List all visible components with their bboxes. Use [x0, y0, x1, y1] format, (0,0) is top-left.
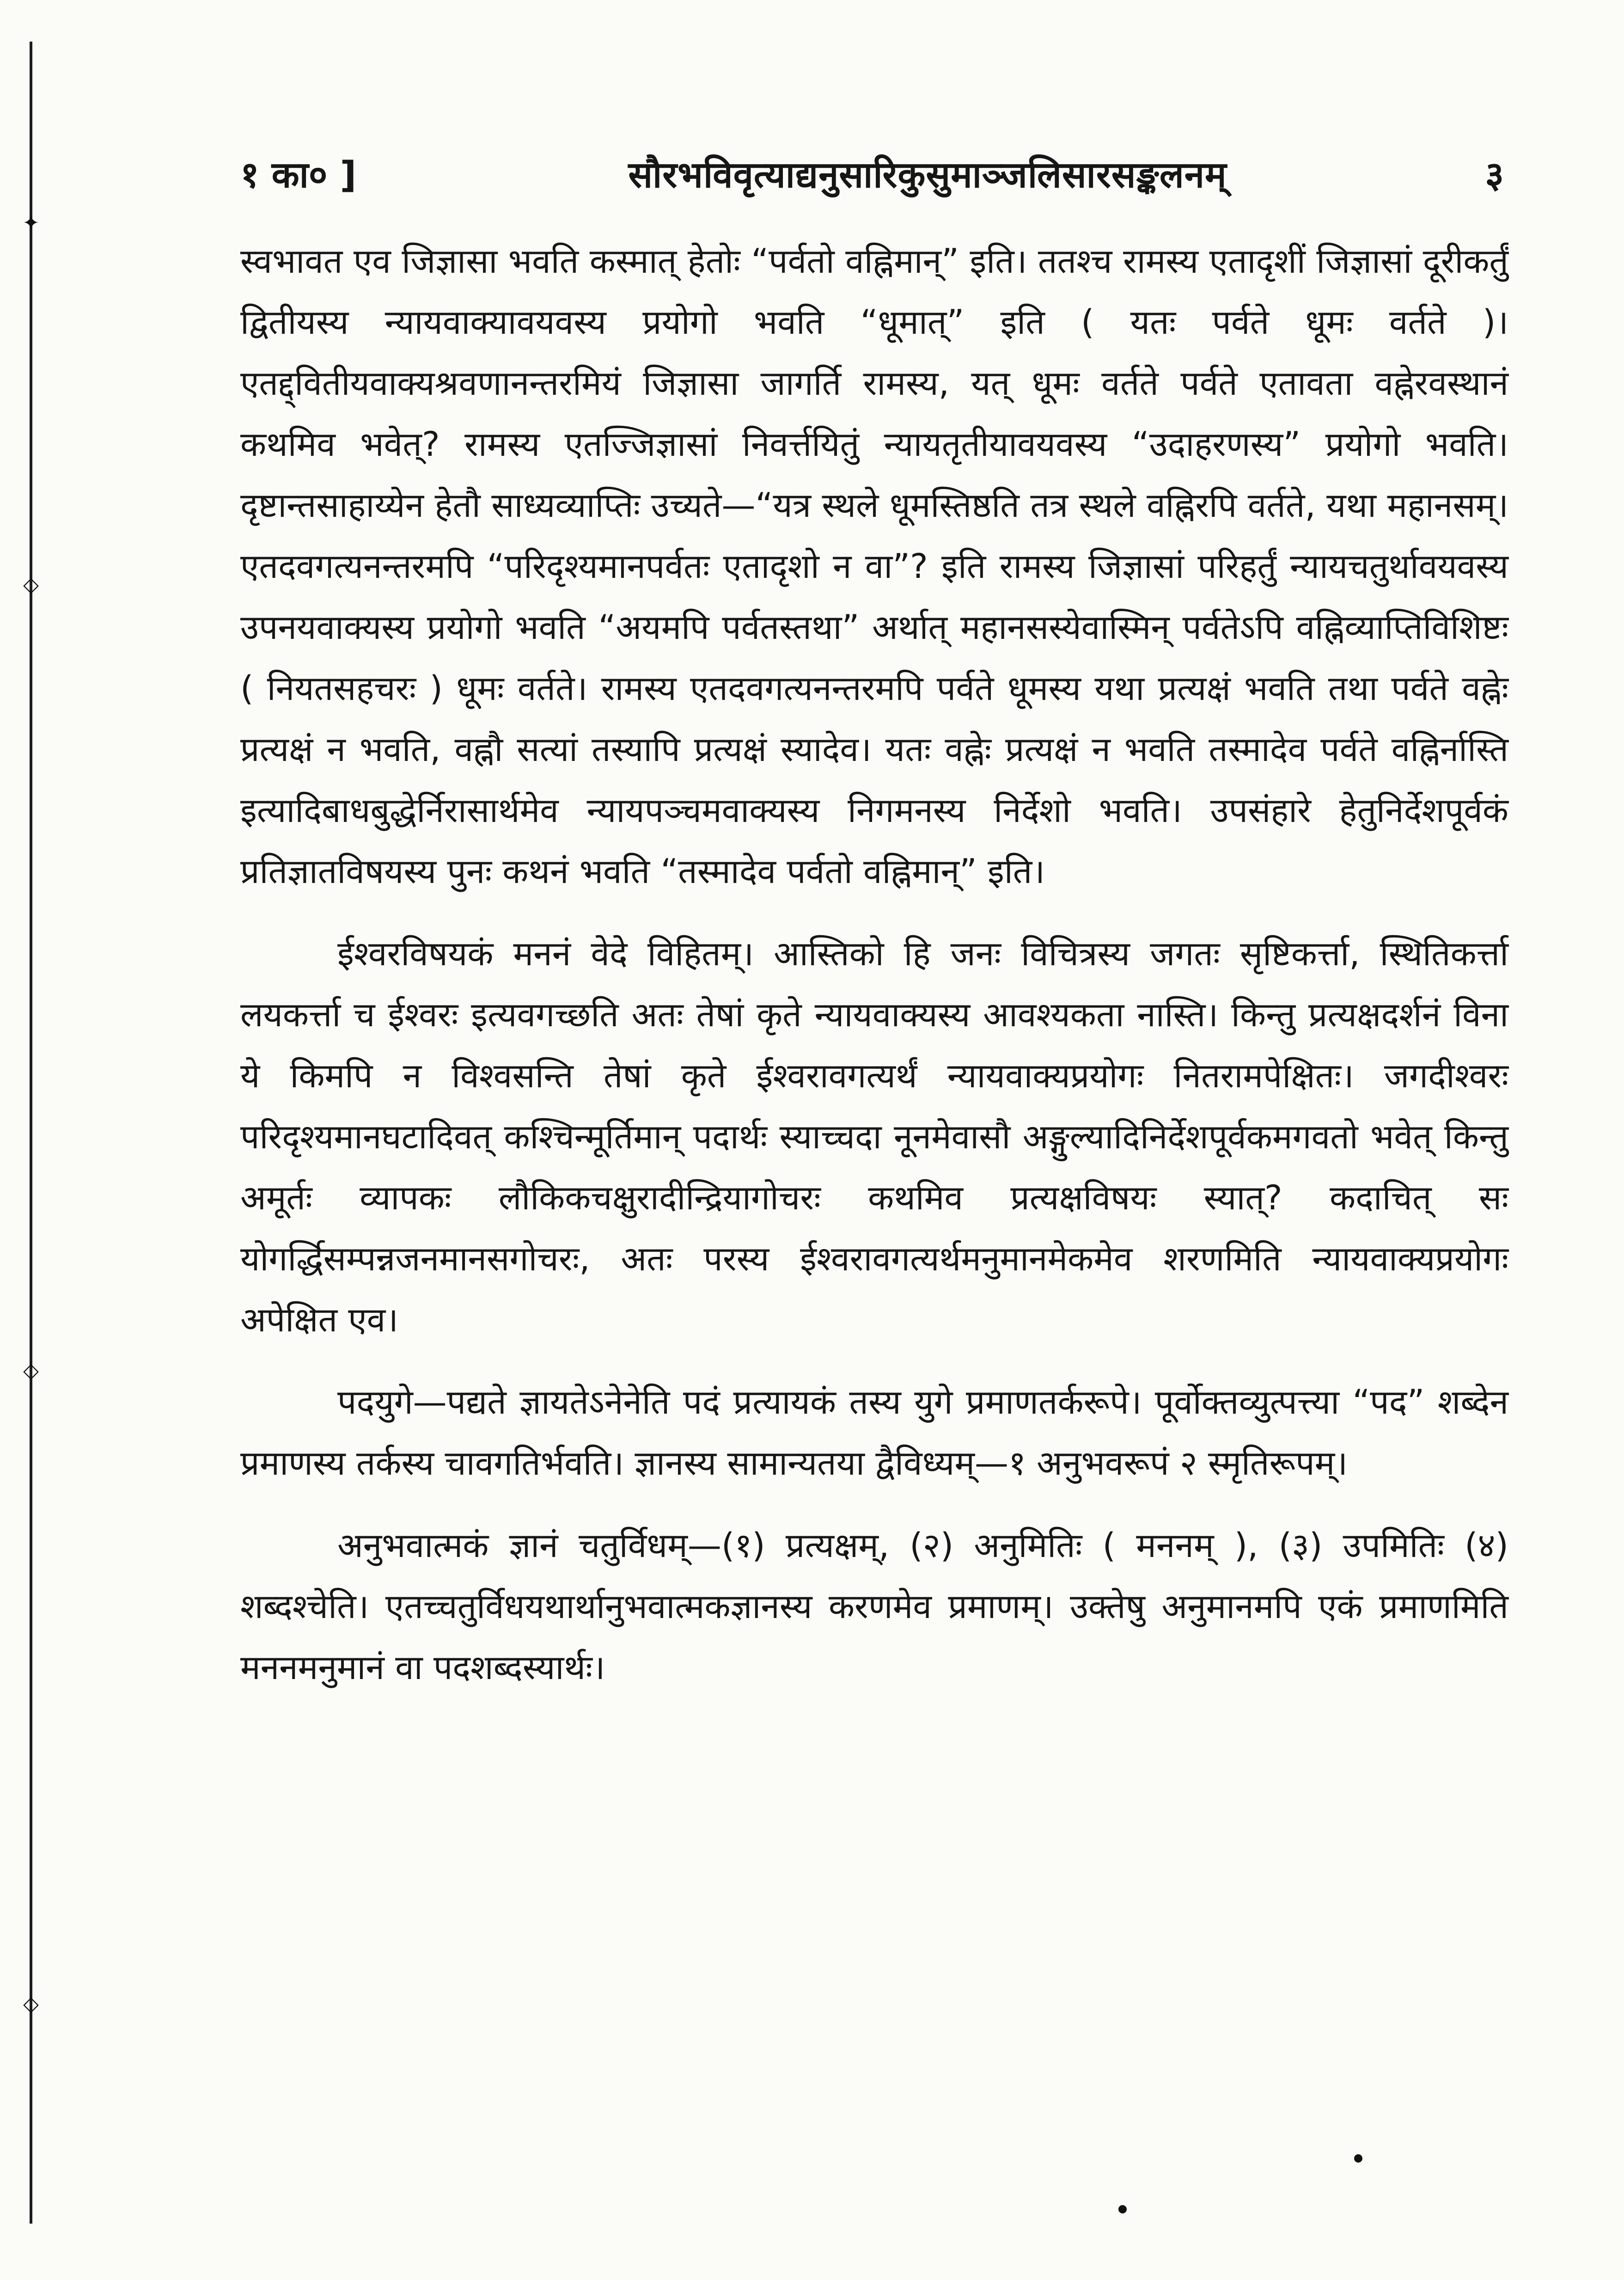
margin-tick-mark: ◇	[23, 1359, 39, 1382]
margin-tick-mark: ✦	[22, 211, 40, 235]
paragraph-2: ईश्वरविषयकं मननं वेदे विहितम्। आस्तिको हि जनः विचित्रस्य जगतः सृष्टिकर्त्ता, स्थितिकर्त्ता लयकर्त्ता च ईश्वरः इत्यवगच्छति अतः तेषां कृते न्यायवाक्यस्य आवश्यकता नास्ति। किन्तु प्रत्यक्षदर्शनं विना ये किमपि न विश्वसन्ति तेषां कृते ईश्वरावगत्यर्थं न्यायवाक्यप्रयोगः नितरामपेक्षितः। जगदीश्वरः परिदृश्यमानघटादिवत् कश्चिन्मूर्तिमान् पदार्थः स्याच्चदा नूनमेवासौ अङ्गुल्यादिनिर्देशपूर्वकमगवतो भवेत् किन्तु अमूर्तः व्यापकः लौकिकचक्षुरादीन्द्रियागोचरः कथमिव प्रत्यक्षविषयः स्यात्? कदाचित् सः योगर्द्धिसम्पन्नजनमानसगोचरः, अतः परस्य ईश्वरावगत्यर्थमनुमानमेकमेव शरणमिति न्यायवाक्यप्रयोगः अपेक्षित एव।	[240, 934, 1508, 1340]
header-section-label: १ का० ]	[240, 154, 357, 196]
page-header	[240, 148, 1504, 199]
ink-speck	[1354, 2154, 1362, 2163]
paragraph-1: स्वभावत एव जिज्ञासा भवति कस्मात् हेतोः “पर्वतो वह्निमान्” इति। ततश्च रामस्य एतादृशीं जिज्ञासां दूरीकर्तुं द्वितीयस्य न्यायवाक्यावयवस्य प्रयोगो भवति “धूमात्” इति ( यतः पर्वते धूमः वर्तते )। एतद्द्वितीयवाक्यश्रवणानन्तरमियं जिज्ञासा जागर्ति रामस्य, यत् धूमः वर्तते पर्वते एतावता वह्नेरवस्थानं कथमिव भवेत्? रामस्य एतज्जिज्ञासां निवर्त्तयितुं न्यायतृतीयावयवस्य “उदाहरणस्य” प्रयोगो भवति। दृष्टान्तसाहाय्येन हेतौ साध्यव्याप्तिः उच्यते—“यत्र स्थले धूमस्तिष्ठति तत्र स्थले वह्निरपि वर्तते, यथा महानसम्। एतदवगत्यनन्तरमपि “परिदृश्यमानपर्वतः एतादृशो न वा”? इति रामस्य जिज्ञासां परिहर्तुं न्यायचतुर्थावयवस्य उपनयवाक्यस्य प्रयोगो भवति “अयमपि पर्वतस्तथा” अर्थात् महानसस्येवास्मिन् पर्वतेऽपि वह्निव्याप्तिविशिष्टः ( नियतसहचरः ) धूमः वर्तते। रामस्य एतदवगत्यनन्तरमपि पर्वते धूमस्य यथा प्रत्यक्षं भवति तथा पर्वते वह्नेः प्रत्यक्षं न भवति, वह्नौ सत्यां तस्यापि प्रत्यक्षं स्यादेव। यतः वह्नेः प्रत्यक्षं न भवति तस्मादेव पर्वते वह्निर्नास्ति इत्यादिबाधबुद्धेर्निरासार्थमेव न्यायपञ्चमवाक्यस्य निगमनस्य निर्देशो भवति। उपसंहारे हेतुनिर्देशपूर्वकं प्रतिज्ञातविषयस्य पुनः कथनं भवति “तस्मादेव पर्वतो वह्निमान्” इति।	[240, 242, 1508, 891]
header-title: सौरभविवृत्याद्यनुसारिकुसुमाञ्जलिसारसङ्कलनम्	[628, 154, 1227, 196]
margin-tick-mark: ◇	[23, 573, 39, 596]
paragraph-3: पदयुगे—पद्यते ज्ञायतेऽनेनेति पदं प्रत्यायकं तस्य युगे प्रमाणतर्करूपे। पूर्वोक्तव्युत्पत्त्या “पद” शब्देन प्रमाणस्य तर्कस्य चावगतिर्भवति। ज्ञानस्य सामान्यतया द्वैविध्यम्—१ अनुभवरूपं २ स्मृतिरूपम्।	[240, 1383, 1508, 1483]
page-number: ३	[1485, 154, 1504, 196]
ink-speck	[1118, 2205, 1127, 2213]
page-body	[240, 231, 1508, 1698]
margin-tick-mark: ◇	[23, 1992, 39, 2016]
margin-binding-line	[30, 42, 32, 2224]
paragraph-4: अनुभवात्मकं ज्ञानं चतुर्विधम्—(१) प्रत्यक्षम्, (२) अनुमितिः ( मननम् ), (३) उपमितिः (४) शब्दश्चेति। एतच्चतुर्विधयथार्थानुभवात्मकज्ञानस्य करणमेव प्रमाणम्। उक्तेषु अनुमानमपि एकं प्रमाणमिति मननमनुमानं वा पदशब्दस्यार्थः।	[240, 1526, 1508, 1687]
